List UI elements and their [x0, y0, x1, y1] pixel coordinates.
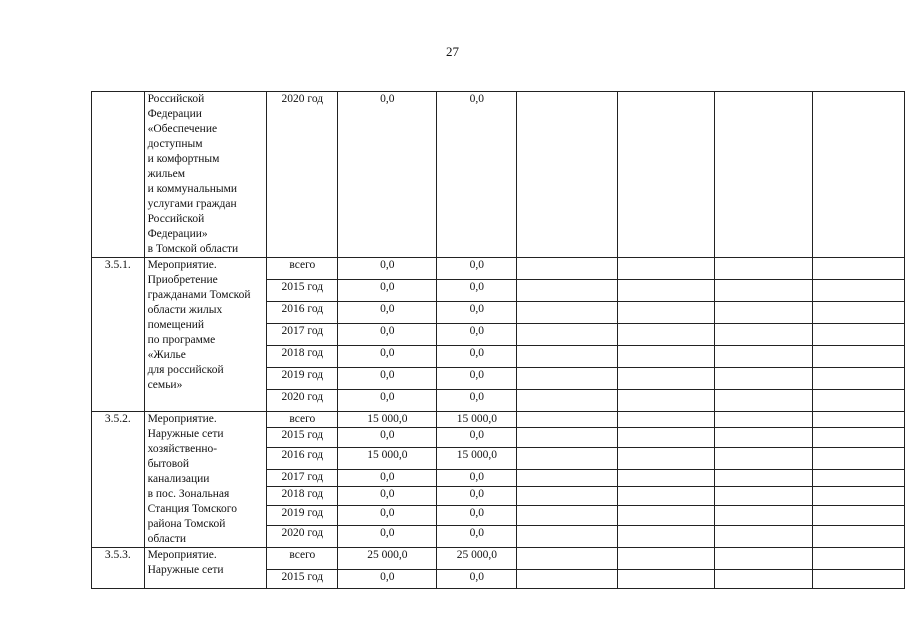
year-cell: 2018 год [267, 346, 338, 368]
value-total: 0,0 [338, 390, 437, 412]
table-row [92, 92, 905, 258]
value-regional: 0,0 [437, 346, 517, 368]
empty-cell [517, 346, 617, 368]
value-total: 0,0 [338, 92, 437, 258]
empty-cell [617, 487, 714, 506]
empty-cell [812, 324, 905, 346]
empty-cell [517, 368, 617, 390]
empty-cell [714, 506, 812, 525]
item-name: Российской Федерации «Обеспечение доступным и комфортным жильем и коммунальными услугами граждан Российской Федерации» в Томской области [147, 93, 239, 255]
value-total: 15 000,0 [338, 412, 437, 428]
year-cell: 2020 год [267, 92, 338, 258]
empty-cell [812, 412, 905, 428]
empty-cell [617, 280, 714, 302]
year-cell: 2015 год [267, 570, 338, 589]
empty-cell [714, 346, 812, 368]
value-total: 0,0 [338, 487, 437, 506]
empty-cell [714, 487, 812, 506]
value-regional: 0,0 [437, 390, 517, 412]
empty-cell [617, 324, 714, 346]
value-regional: 0,0 [437, 302, 517, 324]
value-total: 0,0 [338, 570, 437, 589]
table-row [92, 548, 905, 570]
value-total: 0,0 [338, 368, 437, 390]
empty-cell [517, 487, 617, 506]
empty-cell [714, 390, 812, 412]
item-name-cell [144, 92, 267, 258]
empty-cell [714, 258, 812, 280]
item-name-cell [144, 412, 267, 548]
empty-cell [617, 506, 714, 525]
empty-cell [812, 525, 905, 547]
empty-cell [714, 548, 812, 570]
empty-cell [812, 487, 905, 506]
empty-cell [517, 390, 617, 412]
empty-cell [617, 447, 714, 469]
empty-cell [517, 302, 617, 324]
value-total: 15 000,0 [338, 447, 437, 469]
empty-cell [812, 302, 905, 324]
year-cell: 2020 год [267, 390, 338, 412]
empty-cell [617, 92, 714, 258]
empty-cell [812, 469, 905, 486]
empty-cell [617, 570, 714, 589]
empty-cell [812, 258, 905, 280]
item-name-cell [144, 548, 267, 589]
year-cell: 2017 год [267, 324, 338, 346]
empty-cell [812, 447, 905, 469]
empty-cell [617, 525, 714, 547]
empty-cell [714, 280, 812, 302]
table-row [92, 258, 905, 280]
value-total: 0,0 [338, 258, 437, 280]
table-body [92, 92, 905, 589]
item-number: 3.5.1. [92, 258, 145, 412]
empty-cell [517, 428, 617, 447]
empty-cell [617, 390, 714, 412]
empty-cell [517, 92, 617, 258]
empty-cell [714, 428, 812, 447]
empty-cell [714, 469, 812, 486]
empty-cell [617, 548, 714, 570]
empty-cell [714, 412, 812, 428]
empty-cell [517, 469, 617, 486]
empty-cell [714, 570, 812, 589]
year-cell: 2020 год [267, 525, 338, 547]
year-cell: всего [267, 548, 338, 570]
item-name: Мероприятие. Наружные сети [147, 549, 224, 576]
empty-cell [812, 570, 905, 589]
empty-cell [517, 447, 617, 469]
value-regional: 0,0 [437, 92, 517, 258]
value-regional: 0,0 [437, 525, 517, 547]
year-cell: 2017 год [267, 469, 338, 486]
year-cell: всего [267, 412, 338, 428]
empty-cell [812, 368, 905, 390]
value-total: 0,0 [338, 280, 437, 302]
value-regional: 0,0 [437, 487, 517, 506]
empty-cell [812, 428, 905, 447]
value-regional: 0,0 [437, 506, 517, 525]
empty-cell [617, 428, 714, 447]
value-regional: 25 000,0 [437, 548, 517, 570]
empty-cell [517, 280, 617, 302]
empty-cell [517, 412, 617, 428]
item-name: Мероприятие. Наружные сети хозяйственно- бытовой канализации в пос. Зональная Станция Томского района Томской области [147, 413, 237, 545]
value-total: 0,0 [338, 506, 437, 525]
year-cell: 2015 год [267, 428, 338, 447]
value-regional: 0,0 [437, 324, 517, 346]
empty-cell [517, 570, 617, 589]
empty-cell [812, 506, 905, 525]
year-cell: 2016 год [267, 447, 338, 469]
year-cell: 2019 год [267, 368, 338, 390]
value-regional: 15 000,0 [437, 412, 517, 428]
value-total: 0,0 [338, 525, 437, 547]
empty-cell [714, 368, 812, 390]
item-number: 3.5.3. [92, 548, 145, 589]
value-total: 0,0 [338, 302, 437, 324]
item-number [92, 92, 145, 258]
empty-cell [617, 258, 714, 280]
empty-cell [812, 92, 905, 258]
empty-cell [714, 92, 812, 258]
value-regional: 15 000,0 [437, 447, 517, 469]
empty-cell [812, 548, 905, 570]
empty-cell [517, 324, 617, 346]
empty-cell [517, 506, 617, 525]
value-regional: 0,0 [437, 280, 517, 302]
value-total: 0,0 [338, 346, 437, 368]
empty-cell [714, 525, 812, 547]
page-number: 27 [446, 44, 459, 59]
value-regional: 0,0 [437, 368, 517, 390]
empty-cell [517, 548, 617, 570]
empty-cell [617, 368, 714, 390]
empty-cell [812, 280, 905, 302]
empty-cell [617, 412, 714, 428]
budget-table [91, 91, 905, 589]
table-row [92, 412, 905, 428]
empty-cell [517, 525, 617, 547]
value-regional: 0,0 [437, 258, 517, 280]
value-total: 0,0 [338, 428, 437, 447]
empty-cell [812, 346, 905, 368]
item-name-cell [144, 258, 267, 412]
year-cell: 2016 год [267, 302, 338, 324]
value-regional: 0,0 [437, 469, 517, 486]
item-number: 3.5.2. [92, 412, 145, 548]
year-cell: всего [267, 258, 338, 280]
empty-cell [812, 390, 905, 412]
empty-cell [617, 302, 714, 324]
empty-cell [617, 346, 714, 368]
year-cell: 2018 год [267, 487, 338, 506]
empty-cell [617, 469, 714, 486]
year-cell: 2019 год [267, 506, 338, 525]
item-name: Мероприятие. Приобретение гражданами Томской области жилых помещений по программе «Жилье для российской семьи» [147, 259, 251, 391]
empty-cell [517, 258, 617, 280]
empty-cell [714, 324, 812, 346]
value-regional: 0,0 [437, 428, 517, 447]
year-cell: 2015 год [267, 280, 338, 302]
value-total: 0,0 [338, 469, 437, 486]
value-total: 25 000,0 [338, 548, 437, 570]
value-total: 0,0 [338, 324, 437, 346]
empty-cell [714, 302, 812, 324]
empty-cell [714, 447, 812, 469]
value-regional: 0,0 [437, 570, 517, 589]
